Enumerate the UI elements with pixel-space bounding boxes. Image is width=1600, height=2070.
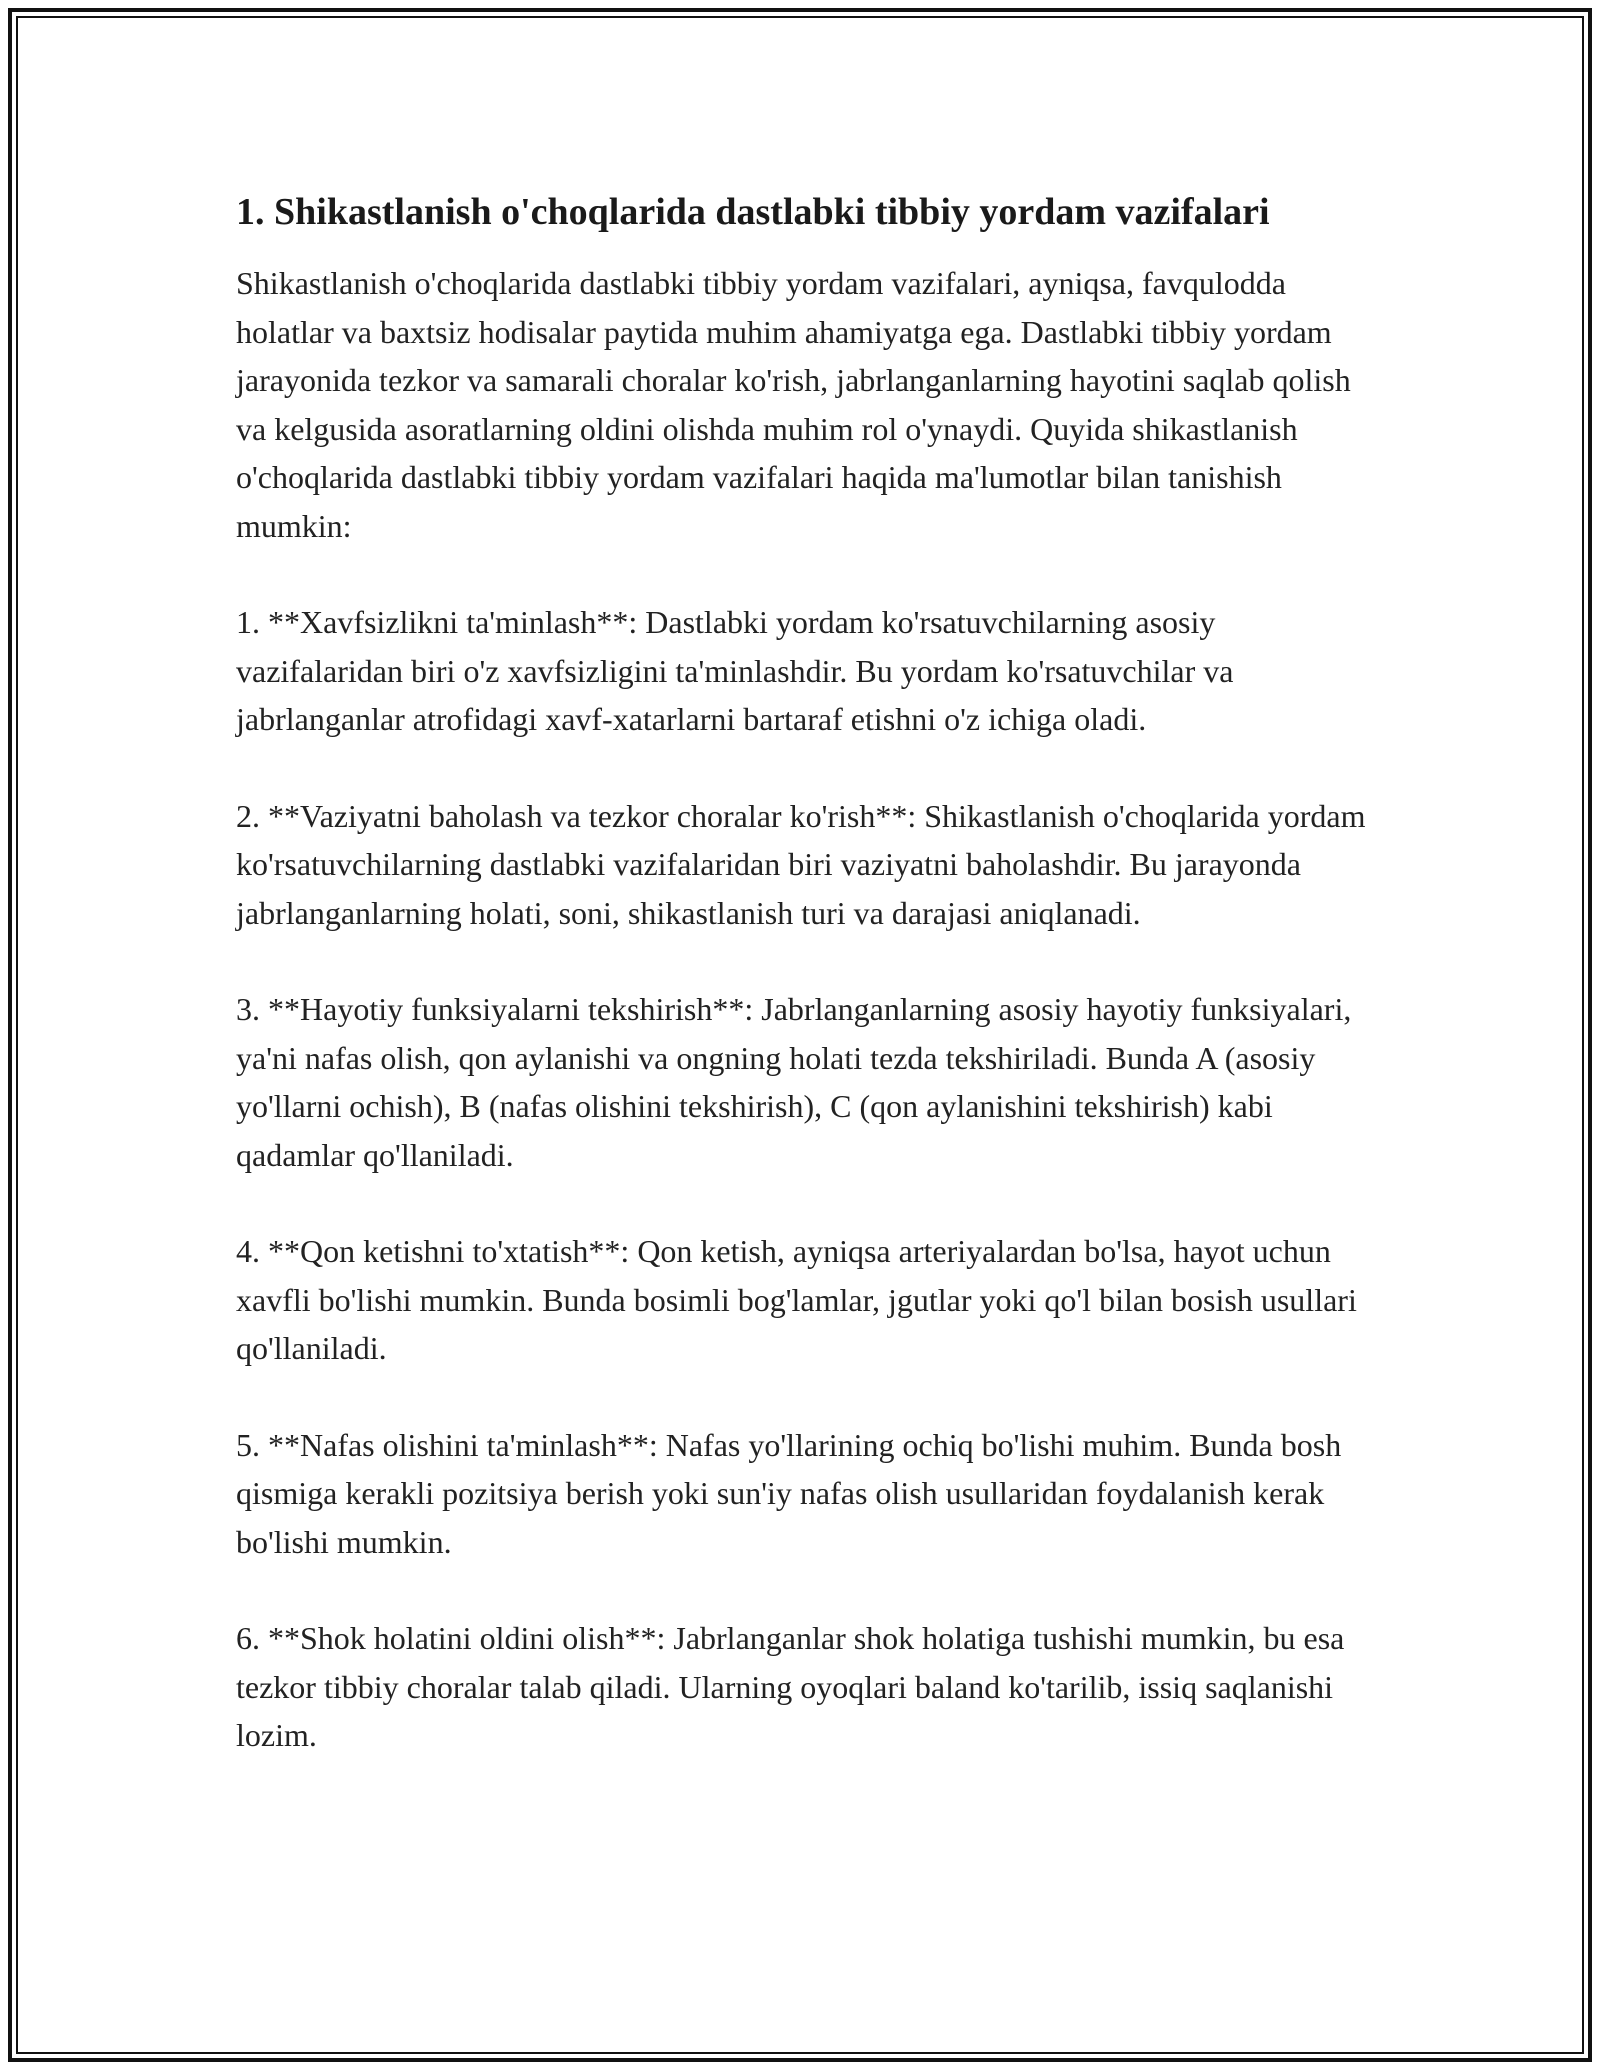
- list-item-5: 5. **Nafas olishini ta'minlash**: Nafas yo'llarining ochiq bo'lishi muhim. Bunda bosh qismiga kerakli pozitsiya berish yoki sun'iy nafas olish usullaridan foydalanish kerak bo'lishi mumkin.: [236, 1426, 1342, 1560]
- list-item-4: 4. **Qon ketishni to'xtatish**: Qon ketish, ayniqsa arteriyalardan bo'lsa, hayot uchun xavfli bo'lishi mumkin. Bunda bosimli bog'lamlar, jgutlar yoki qo'l bilan bosish usullari qo'llaniladi.: [236, 1233, 1357, 1366]
- document-title: 1. Shikastlanish o'choqlarida dastlabki tibbiy yordam vazifalari: [236, 191, 1270, 233]
- list-item-2: 2. **Vaziyatni baholash va tezkor choralar ko'rish**: Shikastlanish o'choqlarida yordam ko'rsatuvchilarning dastlabki vazifalaridan biri vaziyatni baholashdir. Bu jarayonda jabrlanganlarning holati, soni, shikastlanish turi va darajasi aniqlanadi.: [236, 797, 1366, 931]
- list-item-3: 3. **Hayotiy funksiyalarni tekshirish**: Jabrlanganlarning asosiy hayotiy funksiyalari, ya'ni nafas olish, qon aylanishi va ongning holati tezda tekshiriladi. Bunda A (asosiy yo'llarni ochish), B (nafas olishini tekshirish), C (qon aylanishini tekshirish) kabi qadamlar qo'llaniladi.: [236, 991, 1352, 1173]
- list-item-6: 6. **Shok holatini oldini olish**: Jabrlanganlar shok holatiga tushishi mumkin, bu esa tezkor tibbiy choralar talab qiladi. Ularning oyoqlari baland ko'tarilib, issiq saqlanishi lozim.: [236, 1620, 1345, 1753]
- document-body: [236, 185, 1366, 1808]
- intro-paragraph: Shikastlanish o'choqlarida dastlabki tibbiy yordam vazifalari, ayniqsa, favqulodda holatlar va baxtsiz hodisalar paytida muhim ahamiyatga ega. Dastlabki tibbiy yordam jarayonida tezkor va samarali choralar ko'rish, jabrlanganlarning hayotini saqlab qolish va kelgusida asoratlarning oldini olishda muhim rol o'ynaydi. Quyida shikastlanish o'choqlarida dastlabki tibbiy yordam vazifalari haqida ma'lumotlar bilan tanishish mumkin:: [236, 265, 1351, 544]
- list-item-1: 1. **Xavfsizlikni ta'minlash**: Dastlabki yordam ko'rsatuvchilarning asosiy vazifalaridan biri o'z xavfsizligini ta'minlashdir. Bu yordam ko'rsatuvchilar va jabrlanganlar atrofidagi xavf-xatarlarni bartaraf etishni o'z ichiga oladi.: [236, 604, 1234, 737]
